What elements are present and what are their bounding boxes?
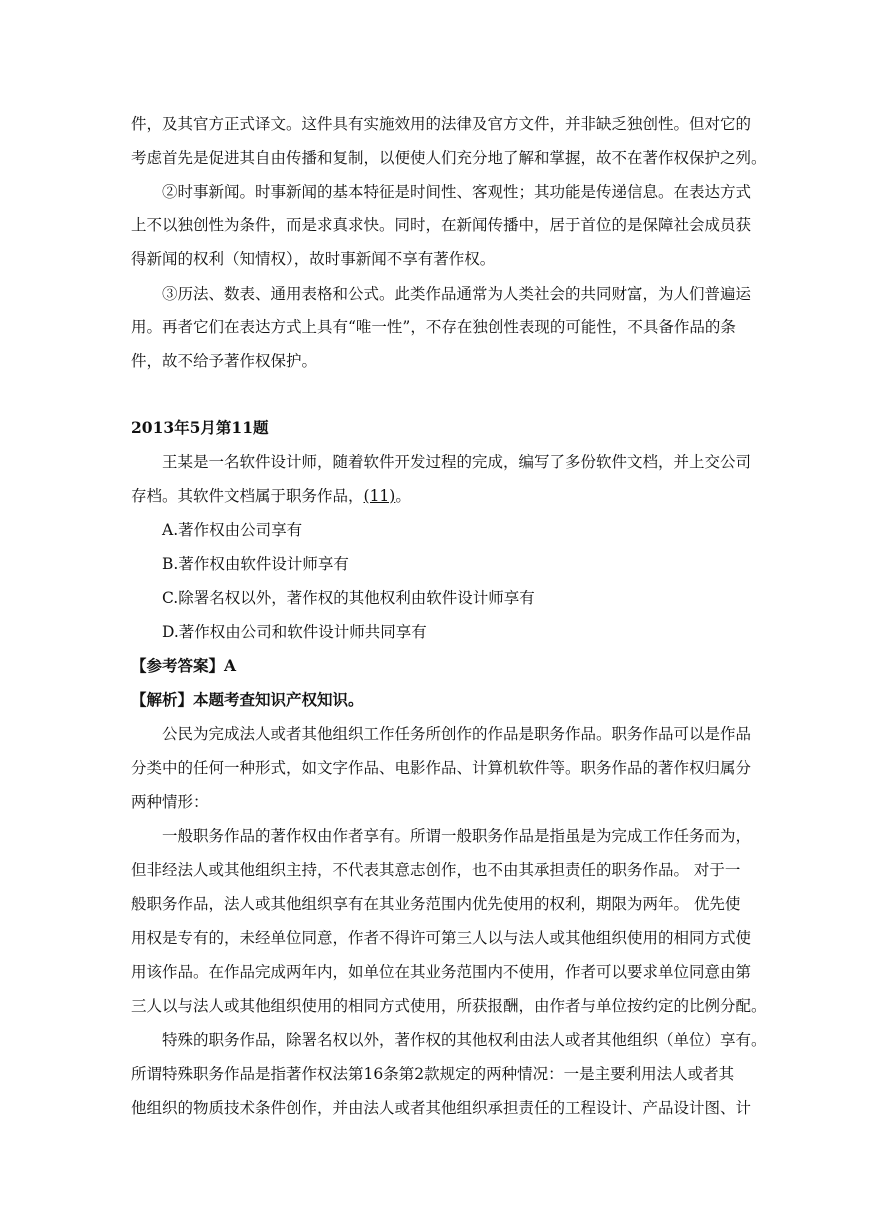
paragraph-line: 上不以独创性为条件，而是求真求快。同时，在新闻传播中，居于首位的是保障社会成员获 [131,216,752,234]
paragraph-line: ②时事新闻。时事新闻的基本特征是时间性、客观性；其功能是传递信息。在表达方式 [162,183,752,201]
paragraph-line: 一般职务作品的著作权由作者享有。所谓一般职务作品是指虽是为完成工作任务而为， [162,827,752,845]
option-a: A.著作权由公司享有 [162,521,303,539]
paragraph-line: 公民为完成法人或者其他组织工作任务所创作的作品是职务作品。职务作品可以是作品 [162,725,752,743]
option-d: D.著作权由公司和软件设计师共同享有 [162,623,427,641]
paragraph-line: 用。再者它们在表达方式上具有“唯一性”，不存在独创性表现的可能性，不具备作品的条 [131,318,736,336]
paragraph-line: 件，及其官方正式译文。这件具有实施效用的法律及官方文件，并非缺乏独创性。但对它的 [131,115,752,133]
analysis-intro: 本题考查知识产权知识。 [193,690,364,709]
question-stem-line [131,486,411,506]
stem-suffix: 。 [395,487,411,505]
paragraph-line: 件，故不给予著作权保护。 [131,352,318,370]
paragraph-line: 考虑首先是促进其自由传播和复制，以便使人们充分地了解和掌握，故不在著作权保护之列。 [131,149,767,167]
question-stem-line: 王某是一名软件设计师，随着软件开发过程的完成，编写了多份软件文档，并上交公司 [162,453,752,471]
paragraph-line: ③历法、数表、通用表格和公式。此类作品通常为人类社会的共同财富，为人们普遍运 [162,285,752,303]
option-b: B.著作权由软件设计师享有 [162,555,349,573]
paragraph-line: 两种情形： [131,793,209,811]
option-c: C.除署名权以外，著作权的其他权利由软件设计师享有 [162,589,535,607]
question-heading: 2013年5月第11题 [131,418,269,437]
answer-blank: (11) [363,487,396,505]
stem-prefix: 存档。其软件文档属于职务作品， [131,487,364,505]
answer-line [131,656,236,676]
answer-value: A [224,656,237,675]
paragraph-line: 三人以与法人或其他组织使用的相同方式使用，所获报酬，由作者与单位按约定的比例分配。 [131,997,767,1015]
paragraph-line: 般职务作品，法人或其他组织享有在其业务范围内优先使用的权利，期限为两年。 优先使 [131,895,741,913]
paragraph-line: 得新闻的权利（知情权），故时事新闻不享有著作权。 [131,250,496,268]
paragraph-line: 所谓特殊职务作品是指著作权法第16条第2款规定的两种情况：一是主要利用法人或者其 [131,1065,735,1083]
paragraph-line: 他组织的物质技术条件创作，并由法人或者其他组织承担责任的工程设计、产品设计图、计 [131,1099,752,1117]
paragraph-line: 用权是专有的，未经单位同意，作者不得许可第三人以与法人或其他组织使用的相同方式使 [131,929,752,947]
paragraph-line: 分类中的任何一种形式，如文字作品、电影作品、计算机软件等。职务作品的著作权归属分 [131,759,752,777]
paragraph-line: 用该作品。在作品完成两年内，如单位在其业务范围内不使用，作者可以要求单位同意由第 [131,963,752,981]
analysis-label: 【解析】 [131,690,194,709]
analysis-heading [131,690,364,710]
paragraph-line: 特殊的职务作品，除署名权以外，著作权的其他权利由法人或者其他组织（单位）享有。 [162,1031,767,1049]
paragraph-line: 但非经法人或其他组织主持，不代表其意志创作，也不由其承担责任的职务作品。 对于一 [131,861,741,879]
answer-label: 【参考答案】 [131,656,225,675]
